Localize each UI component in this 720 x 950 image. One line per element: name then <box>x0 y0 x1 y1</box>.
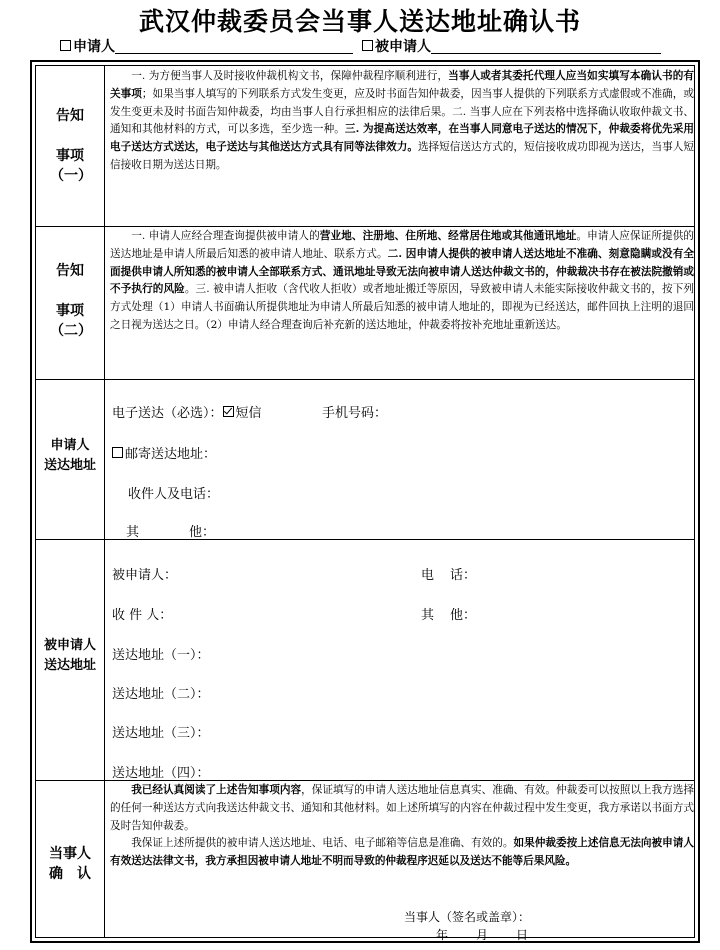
applicant-phone-label: 手机号码： <box>322 406 388 421</box>
mail-delivery-row <box>112 443 216 462</box>
delivery-address-1-label: 送达地址（一）： <box>112 648 210 663</box>
form-table <box>35 65 695 942</box>
electronic-delivery-row <box>112 402 262 421</box>
notice2-p1-bold: 营业地、注册地、住所地、经常居住地或其他通讯地址 <box>319 230 577 242</box>
applicant-checkbox[interactable] <box>60 40 71 51</box>
applicant-name-line[interactable] <box>115 39 353 54</box>
delivery-address-3-label: 送达地址（三）： <box>112 726 210 741</box>
signature-label[interactable]: 当事人（签名或盖章）： <box>404 910 531 924</box>
notice2-text <box>110 228 694 335</box>
confirm-p2: 我保证上述所提供的被申请人送达地址、电话、电子邮箱等信息是准确、有效的。 <box>131 837 514 849</box>
confirm-p1-bold: 我已经认真阅读了上述告知事项内容 <box>131 784 302 796</box>
notice1-p4: 选择短信送达方式的，短信接收成功即视为送达，当事人短信接收日期为送达日期。 <box>110 141 694 171</box>
notice1-label-top: 告知 <box>56 108 84 124</box>
page-title: 武汉仲裁委员会当事人送达地址确认书 <box>138 7 581 36</box>
confirm-text-2 <box>110 835 694 871</box>
respondent-recipient-label: 收 件 人： <box>112 608 173 623</box>
respondent-phone-label <box>421 564 476 583</box>
confirm-p1: ，保证填写的申请人送达地址信息真实、准确、有效。仲裁委可以按照以上我方选择的任何一种送达方式向我送达仲裁文书、通知和其他材料。如上述所填写的内容在仲裁过程中发生变更，我方承诺以书面方式及时告知仲裁委。 <box>110 784 695 832</box>
notice1-p1: 一. 为方便当事人及时接收仲裁机构文书，保障仲裁程序顺利进行， <box>131 70 449 82</box>
row-divider <box>36 226 694 227</box>
applicant-party-line[interactable] <box>60 36 353 56</box>
electronic-delivery-label: 电子送达（必选）： <box>112 406 223 421</box>
applicant-label: 申请人 <box>73 39 115 55</box>
respondent-address-label-line2: 送达地址 <box>43 658 96 673</box>
applicant-address-label-line1: 申请人 <box>50 438 90 453</box>
date-month: 月 <box>476 928 489 942</box>
respondent-phone-a: 电 <box>421 568 435 583</box>
respondent-phone-b: 话： <box>450 568 477 583</box>
notice1-p1-bold: 当事人或者其委托代理人应当如实填写本确认书的有关事项 <box>110 70 694 100</box>
applicant-recipient-label: 收件人及电话： <box>128 487 220 502</box>
confirm-text-1 <box>110 782 694 835</box>
notice1-p2: ；如果当事人填写的下列联系方式发生变更，应及时书面告知仲裁委，因当事人提供的下列联系方式虚假或不准确，或发生变更未及时书面告知仲裁委，均由当事人自行承担相应的法律后果。二. 当事人应在下列表格中选择确认收取仲裁文书、通知和其他材料的方式，可以多选，至少选一种。 <box>110 87 694 136</box>
applicant-other-label <box>126 521 215 540</box>
date-day: 日 <box>516 928 529 942</box>
respondent-checkbox[interactable] <box>362 40 373 51</box>
respondent-party-line[interactable] <box>362 36 661 56</box>
notice2-p1: 一. 申请人应经合理查询提供被申请人的 <box>131 230 320 242</box>
respondent-address-label <box>36 636 104 676</box>
confirm-label-line2: 确 认 <box>49 866 91 882</box>
applicant-other-a: 其 <box>126 525 140 540</box>
applicant-address-label <box>36 436 104 476</box>
applicant-address-label-line2: 送达地址 <box>43 458 96 473</box>
notice1-text <box>110 68 694 175</box>
confirm-p2-bold: 如果仲裁委按上述信息无法向被申请人有效送达法律文书，我方承担因被申请人地址不明而导致的仲裁程序迟延以及送达不能等后果风险。 <box>110 837 695 867</box>
mail-delivery-checkbox[interactable] <box>112 447 123 458</box>
sms-label: 短信 <box>235 406 262 421</box>
signature-date[interactable] <box>436 926 528 943</box>
confirm-label-line1: 当事人 <box>49 846 91 862</box>
notice1-p3-bold: 三. 为提高送达效率，在当事人同意电子送达的情况下，仲裁委将优先采用电子送达方式送达，电子送达与其他送达方式具有同等法律效力。 <box>110 123 694 154</box>
respondent-other-label <box>421 604 476 623</box>
respondent-other-b: 他： <box>450 608 477 623</box>
respondent-label: 被申请人 <box>375 39 431 55</box>
notice2-label-bottom: 事项（二） <box>50 303 92 339</box>
notice2-p3-bold: 二. 因申请人提供的被申请人送达地址不准确、刻意隐瞒或没有全面提供申请人所知悉的被申请人全部联系方式、通讯地址导致无法向被申请人送达仲裁文书的，仲裁裁决书存在被法院撤销或不予执行的风险 <box>110 247 695 296</box>
label-column-divider <box>104 66 105 937</box>
form-frame <box>30 60 700 943</box>
applicant-other-b: 他： <box>189 525 216 540</box>
confirm-label <box>36 844 104 884</box>
notice1-label <box>36 106 104 186</box>
date-year: 年 <box>436 928 449 942</box>
delivery-address-4-label: 送达地址（四）： <box>112 766 210 781</box>
sms-checkbox[interactable] <box>223 406 234 417</box>
respondent-other-a: 其 <box>421 608 435 623</box>
row-divider <box>36 379 694 380</box>
notice2-label <box>36 261 104 341</box>
notice2-p4: 。三. 被申请人拒收（含代收人拒收）或者地址搬迁等原因，导致被申请人未能实际接收仲裁文书的，按下列方式处理（1）申请人书面确认所提供地址为申请人所最后知悉的被申请人地址的，即视为已经送达，邮件回执上注明的退回之日视为送达之日。（2）申请人经合理查询后补充新的送达地址，仲裁委将按补充地址重新送达。 <box>110 283 695 331</box>
respondent-name-label: 被申请人： <box>112 568 178 583</box>
notice2-p2: 。申请人应保证所提供的送达地址是申请人所最后知悉的被申请人地址、联系方式。 <box>110 230 695 260</box>
respondent-name-line[interactable] <box>431 39 661 54</box>
notice2-label-top: 告知 <box>56 263 84 279</box>
notice1-label-bottom: 事项（一） <box>50 148 92 184</box>
mail-delivery-label: 邮寄送达地址： <box>125 447 217 462</box>
delivery-address-2-label: 送达地址（二）： <box>112 687 210 702</box>
respondent-address-label-line1: 被申请人 <box>43 638 96 653</box>
